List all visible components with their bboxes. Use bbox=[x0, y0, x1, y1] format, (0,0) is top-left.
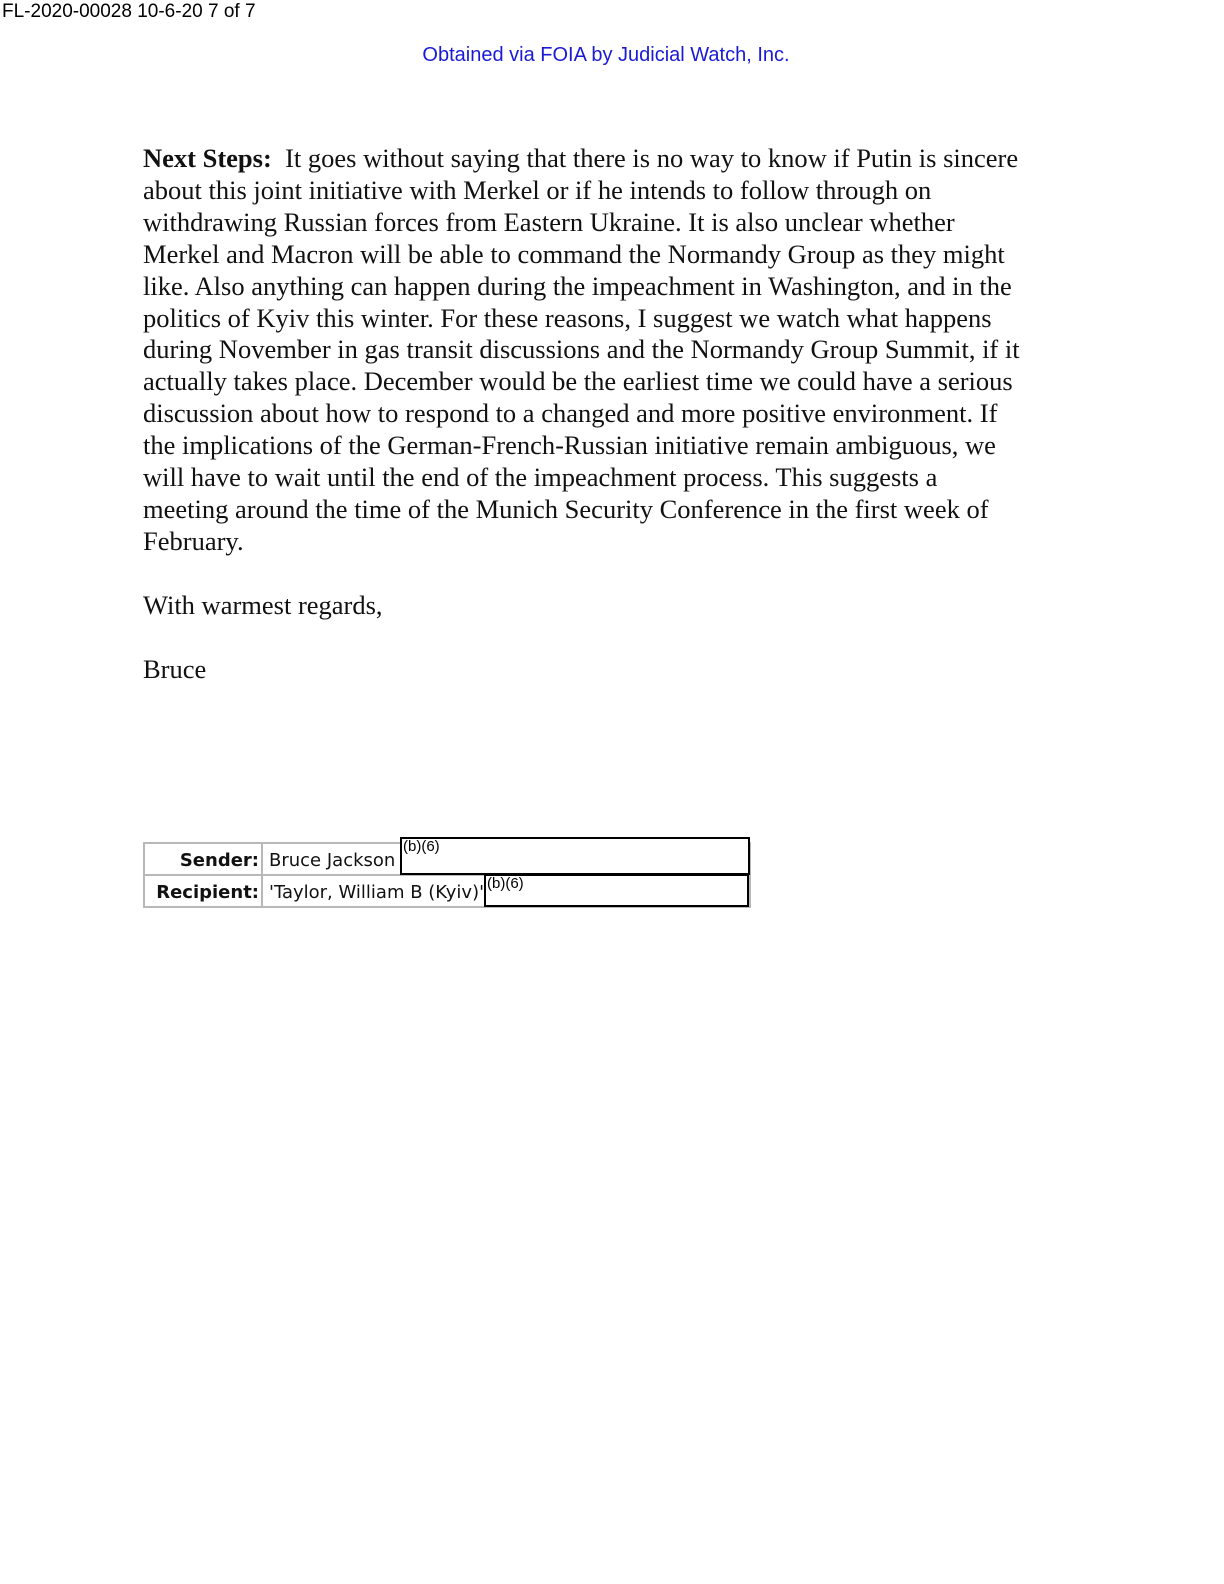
body-line: meeting around the time of the Munich Security Conference in the first week of bbox=[143, 493, 989, 524]
body-line: politics of Kyiv this winter. For these reasons, I suggest we watch what happens bbox=[143, 302, 992, 333]
body-line: withdrawing Russian forces from Eastern Ukraine. It is also unclear whether bbox=[143, 206, 955, 237]
body-line: Merkel and Macron will be able to command the Normandy Group as they might bbox=[143, 238, 1005, 269]
body-line bbox=[143, 143, 1083, 175]
body-line: will have to wait until the end of the impeachment process. This suggests a bbox=[143, 462, 938, 493]
redaction-box-sender bbox=[400, 837, 750, 875]
body-line: about this joint initiative with Merkel or if he intends to follow through on bbox=[143, 174, 932, 205]
next-steps-heading: Next Steps: bbox=[143, 143, 272, 173]
recipient-label: Recipient: bbox=[145, 876, 263, 906]
sender-value: Bruce Jackson bbox=[269, 850, 396, 871]
body-line: like. Also anything can happen during the impeachment in Washington, and in the bbox=[143, 270, 1012, 301]
document-id: FL-2020-00028 10-6-20 7 of 7 bbox=[2, 1, 256, 22]
body-line-text: It goes without saying that there is no way to know if Putin is sincere bbox=[285, 143, 1019, 173]
signature: Bruce bbox=[143, 654, 207, 684]
redaction-box-recipient bbox=[484, 874, 749, 907]
next-steps-paragraph bbox=[143, 143, 1083, 558]
sender-label: Sender: bbox=[145, 844, 263, 874]
body-line: discussion about how to respond to a changed and more positive environment. If bbox=[143, 398, 998, 429]
recipient-value: 'Taylor, William B (Kyiv)' bbox=[269, 882, 485, 903]
redaction-code: (b)(6) bbox=[403, 838, 440, 855]
body-line: February. bbox=[143, 525, 244, 556]
closing-line: With warmest regards, bbox=[143, 590, 383, 620]
email-body bbox=[143, 143, 1083, 558]
body-line: the implications of the German-French-Russian initiative remain ambiguous, we bbox=[143, 430, 996, 461]
body-line: actually takes place. December would be the earliest time we could have a serious bbox=[143, 366, 1013, 397]
foia-banner: Obtained via FOIA by Judicial Watch, Inc. bbox=[422, 44, 790, 66]
redaction-code: (b)(6) bbox=[487, 875, 524, 892]
body-line: during November in gas transit discussions and the Normandy Group Summit, if it bbox=[143, 334, 1020, 365]
